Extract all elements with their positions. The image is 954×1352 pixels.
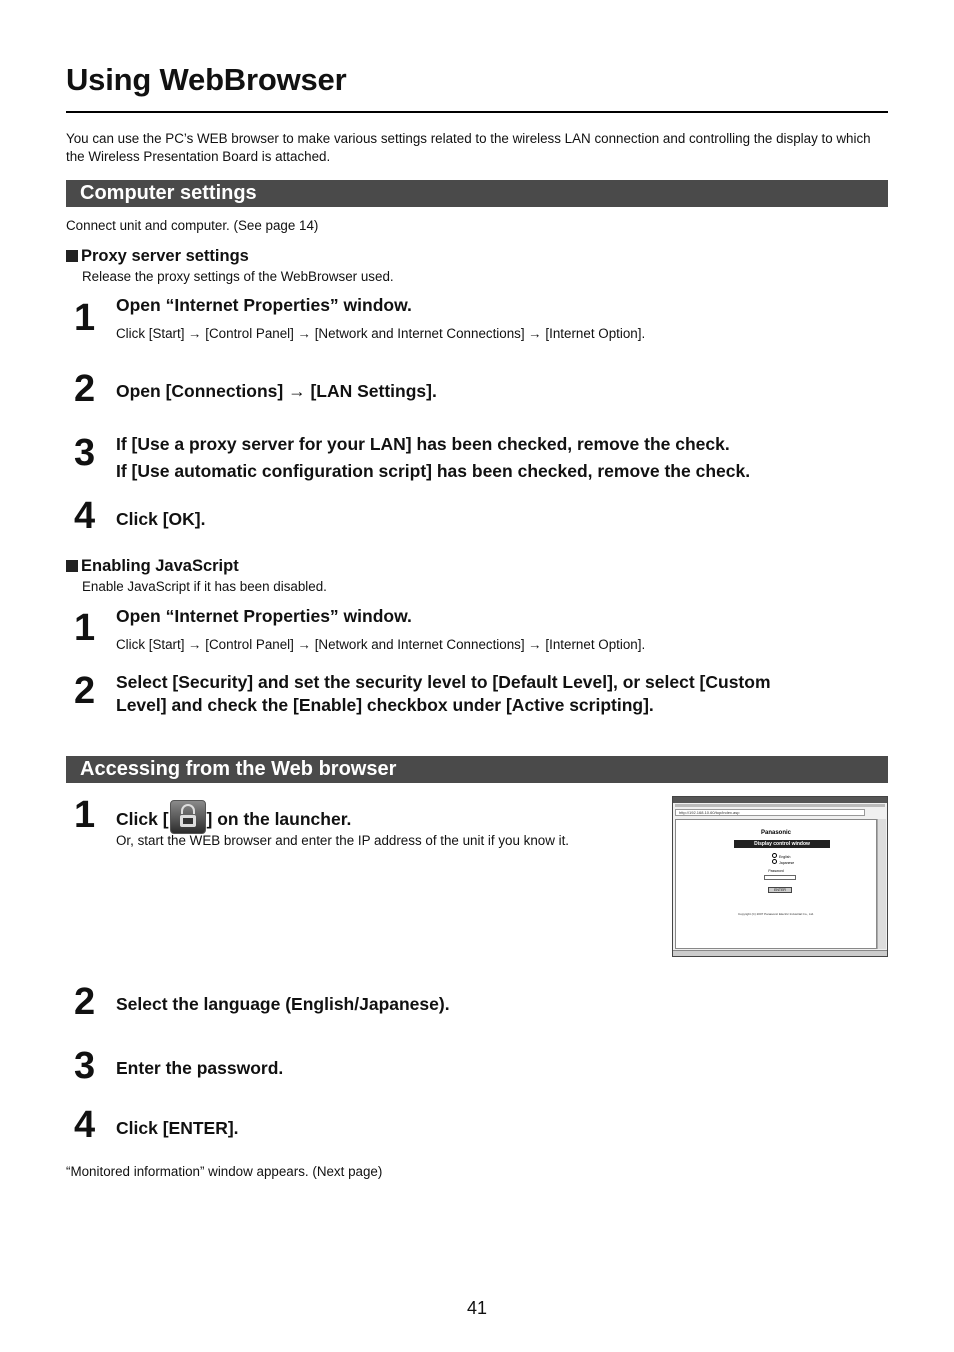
section-heading-computer-settings: Computer settings	[66, 180, 888, 207]
screenshot-address-bar: http://192.168.10.60/top/index.asp	[675, 809, 865, 816]
connect-note: Connect unit and computer. (See page 14)	[66, 218, 319, 233]
step-title: If [Use a proxy server for your LAN] has been checked, remove the check.	[116, 434, 730, 454]
screenshot-statusbar	[673, 950, 887, 956]
screenshot-password-field	[764, 875, 796, 880]
screenshot-copyright: Copyright (C) 2007 Panasonic Electric Industrial Co., Ltd.	[737, 912, 815, 916]
step-title: Enter the password.	[116, 1058, 284, 1078]
step-title: Click [ENTER].	[116, 1118, 239, 1138]
step-number: 1	[74, 794, 96, 836]
page-title: Using WebBrowser	[66, 62, 347, 97]
intro-text: You can use the PC’s WEB browser to make various settings related to the wireless LAN connection and controlling the display to which the Wireless Presentation Board is attached.	[66, 131, 871, 164]
step-title-line2: If [Use automatic configuration script] has been checked, remove the check.	[116, 461, 751, 481]
page-number: 41	[466, 1298, 488, 1318]
step-title: Open “Internet Properties” window.	[116, 606, 412, 626]
step-title: Select [Security] and set the security level to [Default Level], or select [Custom	[116, 672, 771, 692]
step-number: 2	[74, 368, 96, 410]
screenshot-content	[675, 819, 877, 949]
screenshot-brand: Panasonic	[760, 830, 791, 836]
browser-screenshot	[672, 796, 888, 957]
step-detail: Click [Start] → [Control Panel] → [Network and Internet Connections] → [Internet Option].	[116, 637, 646, 652]
step-number: 4	[74, 495, 96, 537]
screenshot-window-title: Display control window	[734, 840, 830, 848]
screenshot-enter-button: ENTER	[768, 887, 792, 893]
launcher-icon	[170, 800, 206, 834]
step-title: Click [OK].	[116, 509, 206, 529]
proxy-description: Release the proxy settings of the WebBrowser used.	[82, 269, 394, 284]
title-rule	[66, 111, 888, 113]
step-title: Click [ ] on the launcher.	[116, 800, 351, 834]
step-number: 2	[74, 670, 96, 712]
screenshot-titlebar	[673, 797, 887, 803]
step-detail: Or, start the WEB browser and enter the IP address of the unit if you know it.	[116, 833, 570, 848]
screenshot-password-label: Password	[768, 869, 784, 873]
step-number: 2	[74, 981, 96, 1023]
step-number: 1	[74, 607, 96, 649]
step-title: Select the language (English/Japanese).	[116, 994, 450, 1014]
step-number: 3	[74, 432, 96, 474]
screenshot-option-english: English	[772, 853, 790, 860]
screenshot-scrollbar	[877, 819, 886, 949]
step-title: Open [Connections] → [LAN Settings].	[116, 381, 437, 401]
step-detail: Click [Start] → [Control Panel] → [Network and Internet Connections] → [Internet Option].	[116, 326, 646, 341]
step-number: 3	[74, 1045, 96, 1087]
screenshot-menubar	[675, 804, 885, 807]
javascript-description: Enable JavaScript if it has been disabled.	[82, 579, 327, 594]
proxy-subheading: Proxy server settings	[66, 247, 249, 266]
section-heading-web-access: Accessing from the Web browser	[66, 756, 888, 783]
step-number: 4	[74, 1104, 96, 1146]
after-note: “Monitored information” window appears. (Next page)	[66, 1164, 383, 1179]
screenshot-option-japanese: Japanese	[772, 859, 794, 866]
square-bullet-icon	[66, 560, 78, 572]
square-bullet-icon	[66, 250, 78, 262]
step-title: Open “Internet Properties” window.	[116, 295, 412, 315]
step-number: 1	[74, 297, 96, 339]
javascript-subheading: Enabling JavaScript	[66, 557, 239, 576]
step-title-line2: Level] and check the [Enable] checkbox under [Active scripting].	[116, 695, 654, 715]
